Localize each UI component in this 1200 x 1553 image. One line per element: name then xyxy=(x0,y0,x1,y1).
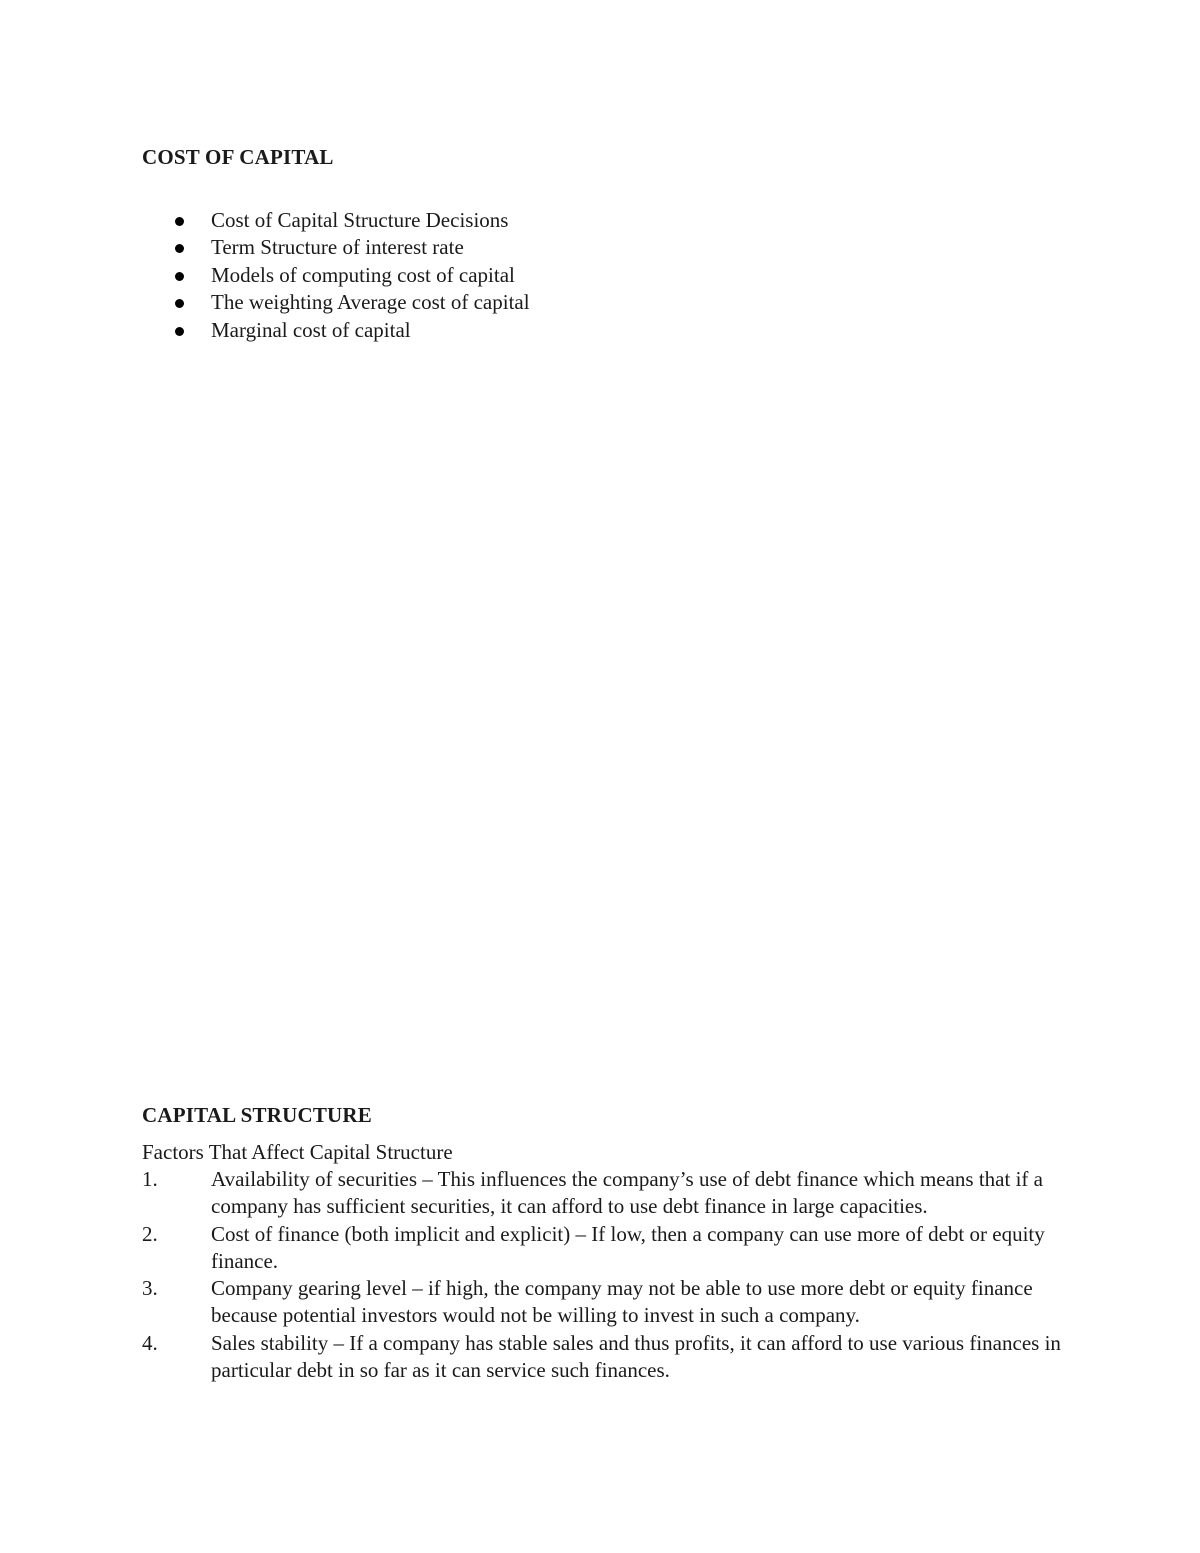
numbered-item xyxy=(142,1221,1072,1276)
bullet-dot-icon xyxy=(175,327,184,336)
factors-intro: Factors That Affect Capital Structure xyxy=(142,1140,453,1164)
item-text: Sales stability – If a company has stable sales and thus profits, it can afford to use various finances in particular debt in so far as it can service such finances. xyxy=(211,1330,1061,1383)
bullet-dot-icon xyxy=(175,217,184,226)
numbered-item xyxy=(142,1330,1072,1385)
bullet-dot-icon xyxy=(175,299,184,308)
bullet-text: Models of computing cost of capital xyxy=(211,262,515,287)
bullet-text: Marginal cost of capital xyxy=(211,317,411,342)
item-number: 1. xyxy=(142,1167,158,1191)
numbered-item xyxy=(142,1166,1072,1221)
bullet-text: Term Structure of interest rate xyxy=(211,235,464,260)
item-number: 3. xyxy=(142,1276,158,1301)
bullet-dot-icon xyxy=(175,272,184,281)
section-heading-cost-of-capital: COST OF CAPITAL xyxy=(142,145,334,169)
bullet-text: The weighting Average cost of capital xyxy=(211,290,530,315)
factors-numbered-list xyxy=(142,1166,1072,1384)
item-number: 2. xyxy=(142,1221,158,1246)
item-text: Company gearing level – if high, the company may not be able to use more debt or equity finance because potential investors would not be willing to invest in such a company. xyxy=(211,1276,1033,1328)
section-heading-capital-structure: CAPITAL STRUCTURE xyxy=(142,1103,372,1127)
numbered-item xyxy=(142,1275,1072,1330)
item-number: 4. xyxy=(142,1330,158,1355)
bullet-text: Cost of Capital Structure Decisions xyxy=(211,208,509,232)
item-text: Availability of securities – This influences the company’s use of debt finance which means that if a company has sufficient securities, it can afford to use debt finance in large capacities. xyxy=(211,1167,1043,1219)
bullet-dot-icon xyxy=(175,244,184,253)
item-text: Cost of finance (both implicit and explicit) – If low, then a company can use more of debt or equity finance. xyxy=(211,1221,1045,1273)
